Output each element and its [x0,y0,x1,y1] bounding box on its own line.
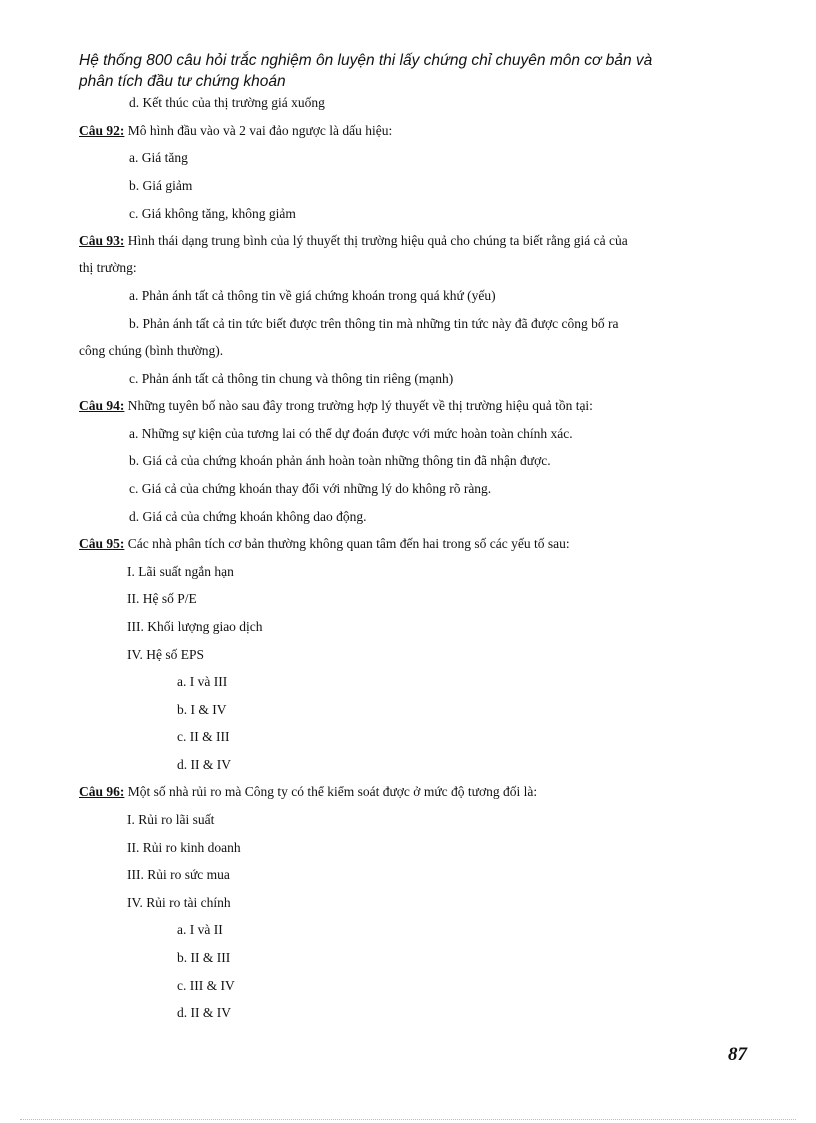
question-92-text: Mô hình đầu vào và 2 vai đảo ngược là dấu hiệu: [124,123,393,138]
q94-option-a: a. Những sự kiện của tương lai có thể dự đoán được với mức hoàn toàn chính xác. [129,426,573,441]
q95-option-b: b. I & IV [177,702,227,717]
q96-item-1: I. Rủi ro lãi suất [127,812,215,827]
q95-option-d: d. II & IV [177,757,231,772]
question-93 [79,232,749,250]
page-number: 87 [728,1044,747,1065]
question-96-label: Câu 96: [79,784,125,799]
page-bottom-divider [20,1119,796,1120]
q96-item-3: III. Rủi ro sức mua [127,867,230,882]
q92-option-b: b. Giá giảm [129,178,193,193]
q96-item-2: II. Rủi ro kinh doanh [127,840,241,855]
question-95 [79,535,570,553]
question-95-label: Câu 95: [79,536,125,551]
question-92 [79,122,392,140]
question-93-text: Hình thái dạng trung bình của lý thuyết thị trường hiệu quả cho chúng ta biết rằng giá cả của [124,233,628,248]
q93-option-a: a. Phản ánh tất cả thông tin về giá chứng khoán trong quá khứ (yếu) [129,288,496,303]
q96-option-c: c. III & IV [177,978,235,993]
q95-option-c: c. II & III [177,729,230,744]
question-94-label: Câu 94: [79,398,125,413]
q94-option-d: d. Giá cả của chứng khoán không dao động. [129,509,367,524]
question-96 [79,783,537,801]
question-93-label: Câu 93: [79,233,125,248]
question-93-text-cont: thị trường: [79,260,137,275]
q95-item-4: IV. Hệ số EPS [127,647,205,662]
question-94-text: Những tuyên bố nào sau đây trong trường hợp lý thuyết về thị trường hiệu quả tồn tại: [124,398,593,413]
question-95-text: Các nhà phân tích cơ bản thường không quan tâm đến hai trong số các yếu tố sau: [124,536,570,551]
q93-option-b: b. Phản ánh tất cả tin tức biết được trên thông tin mà những tin tức này đã được công bố ra [129,316,619,331]
q93-option-b-cont: công chúng (bình thường). [79,343,224,358]
q92-option-a: a. Giá tăng [129,150,188,165]
question-92-label: Câu 92: [79,123,125,138]
q93-option-c: c. Phản ánh tất cả thông tin chung và thông tin riêng (mạnh) [129,371,454,386]
q96-option-d: d. II & IV [177,1005,231,1020]
q94-option-b: b. Giá cả của chứng khoán phản ánh hoàn toàn những thông tin đã nhận được. [129,453,551,468]
document-header [79,50,759,92]
q92-option-c: c. Giá không tăng, không giảm [129,206,296,221]
q95-item-2: II. Hệ số P/E [127,591,197,606]
q96-option-b: b. II & III [177,950,231,965]
previous-answer-option: d. Kết thúc của thị trường giá xuống [129,95,325,110]
header-title-line-2: phân tích đầu tư chứng khoán [79,73,286,90]
q96-item-4: IV. Rủi ro tài chính [127,895,231,910]
question-94 [79,397,593,415]
q94-option-c: c. Giá cả của chứng khoán thay đổi với những lý do không rõ ràng. [129,481,492,496]
q96-option-a: a. I và II [177,922,223,937]
q95-option-a: a. I và III [177,674,228,689]
q95-item-3: III. Khối lượng giao dịch [127,619,263,634]
question-96-text: Một số nhà rủi ro mà Công ty có thể kiểm soát được ở mức độ tương đối là: [124,784,538,799]
header-title-line-1: Hệ thống 800 câu hỏi trắc nghiệm ôn luyện thi lấy chứng chỉ chuyên môn cơ bản và [79,52,653,69]
q95-item-1: I. Lãi suất ngắn hạn [127,564,234,579]
